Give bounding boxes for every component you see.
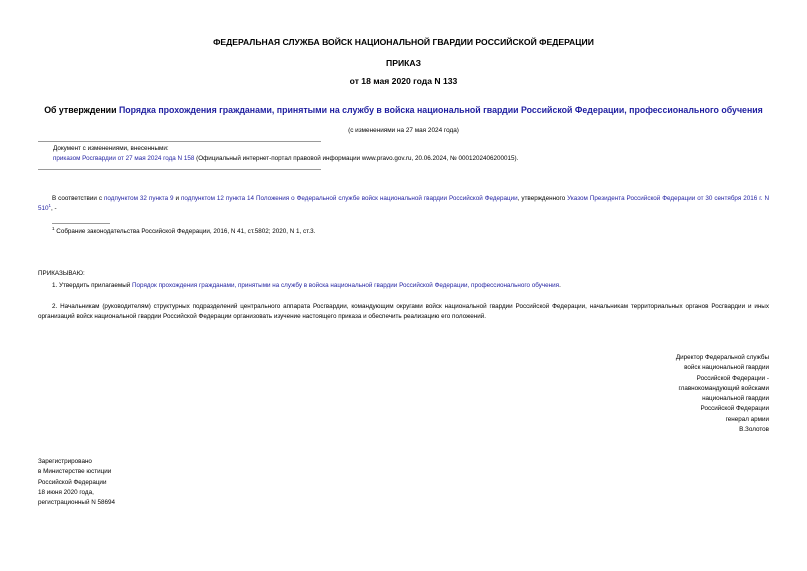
signature-line: войск национальной гвардии xyxy=(684,364,769,372)
edit-note: (с изменениями на 27 мая 2024 года) xyxy=(348,127,459,134)
doc-date-number: от 18 мая 2020 года N 133 xyxy=(349,76,458,86)
signature-block xyxy=(676,353,769,435)
preamble-link-2[interactable]: подпунктом 12 пункта 14 Положения о Федеральной службе войск национальной гвардии Российской Федерации xyxy=(181,195,518,202)
preamble-text-2: и xyxy=(173,195,182,202)
registration-block xyxy=(38,457,115,508)
registration-line: Российской Федерации xyxy=(38,478,107,486)
footnote xyxy=(52,227,315,236)
preamble-link-1[interactable]: подпунктом 32 пункта 9 xyxy=(104,195,174,202)
changes-link[interactable]: приказом Росгвардии от 27 мая 2024 года N 158 xyxy=(53,155,195,162)
order-item-1-text: 1. Утвердить прилагаемый xyxy=(52,282,133,289)
preamble-footnote-mark[interactable]: 1 xyxy=(48,202,52,208)
footnote-rule xyxy=(52,223,110,224)
preamble-link-3[interactable]: Указом Президента Российской Федерации от 30 сентября 2016 г. N 510 xyxy=(38,195,769,212)
preamble-text-4: , - xyxy=(51,204,57,212)
doc-title-link[interactable]: Порядка прохождения гражданами, принятыми на службу в войска национальной гвардии Российской Федерации, профессионального обучения xyxy=(118,105,763,115)
signature-line: Директор Федеральной службы xyxy=(675,354,769,361)
doc-title-prefix: Об утверждении xyxy=(44,105,119,115)
registration-line: 18 июня 2020 года, xyxy=(38,488,94,496)
signature-line: генерал армии xyxy=(725,415,769,423)
signature-line: Российской Федерации - xyxy=(696,374,769,382)
registration-line: Зарегистрировано xyxy=(38,458,92,465)
agency-header: ФЕДЕРАЛЬНАЯ СЛУЖБА ВОЙСК НАЦИОНАЛЬНОЙ ГВАРДИИ РОССИЙСКОЙ ФЕДЕРАЦИИ xyxy=(213,37,594,47)
order-item-1-link[interactable]: Порядок прохождения гражданами, принятыми на службу в войска национальной гвардии Российской Федерации, профессионального обучения xyxy=(132,282,560,289)
order-item-1-end: . xyxy=(559,282,561,289)
order-item-1 xyxy=(38,281,769,291)
signatory-name: В.Золотов xyxy=(739,426,769,434)
signature-line: Российской Федерации xyxy=(700,405,769,413)
order-item-2: 2. Начальникам (руководителям) структурных подразделений центрального аппарата Росгвардии, командующим округами войск национальной гвардии Российской Федерации, начальникам территориальных органов Росгвардии и иных организаций войск национальной гвардии Российской Федерации организовать изучение настоящего приказа и обеспечить реализацию его положений. xyxy=(38,303,769,320)
signature-line: национальной гвардии xyxy=(702,395,769,403)
order-word: ПРИКАЗЫВАЮ: xyxy=(38,270,85,277)
changes-entry xyxy=(53,154,769,163)
doc-type: ПРИКАЗ xyxy=(386,58,421,68)
changes-bottom-rule xyxy=(38,169,321,170)
preamble-paragraph xyxy=(38,194,769,213)
registration-line: в Министерстве юстиции xyxy=(38,468,112,476)
doc-title xyxy=(30,104,777,116)
preamble-text-1: В соответствии с xyxy=(52,195,105,202)
signature-line: главнокомандующий войсками xyxy=(678,384,769,392)
footnote-mark: 1 xyxy=(52,225,55,231)
changes-caption: Документ с изменениями, внесенными: xyxy=(53,145,169,152)
footnote-text: Собрание законодательства Российской Федерации, 2016, N 41, ст.5802; 2020, N 1, ст.3. xyxy=(54,228,316,235)
changes-top-rule xyxy=(38,141,321,142)
changes-rest: (Официальный интернет-портал правовой информации www.pravo.gov.ru, 20.06.2024, № 0001202406200015). xyxy=(194,155,519,162)
registration-number: регистрационный N 58694 xyxy=(38,499,116,507)
preamble-text-3: , утвержденного xyxy=(517,195,568,202)
